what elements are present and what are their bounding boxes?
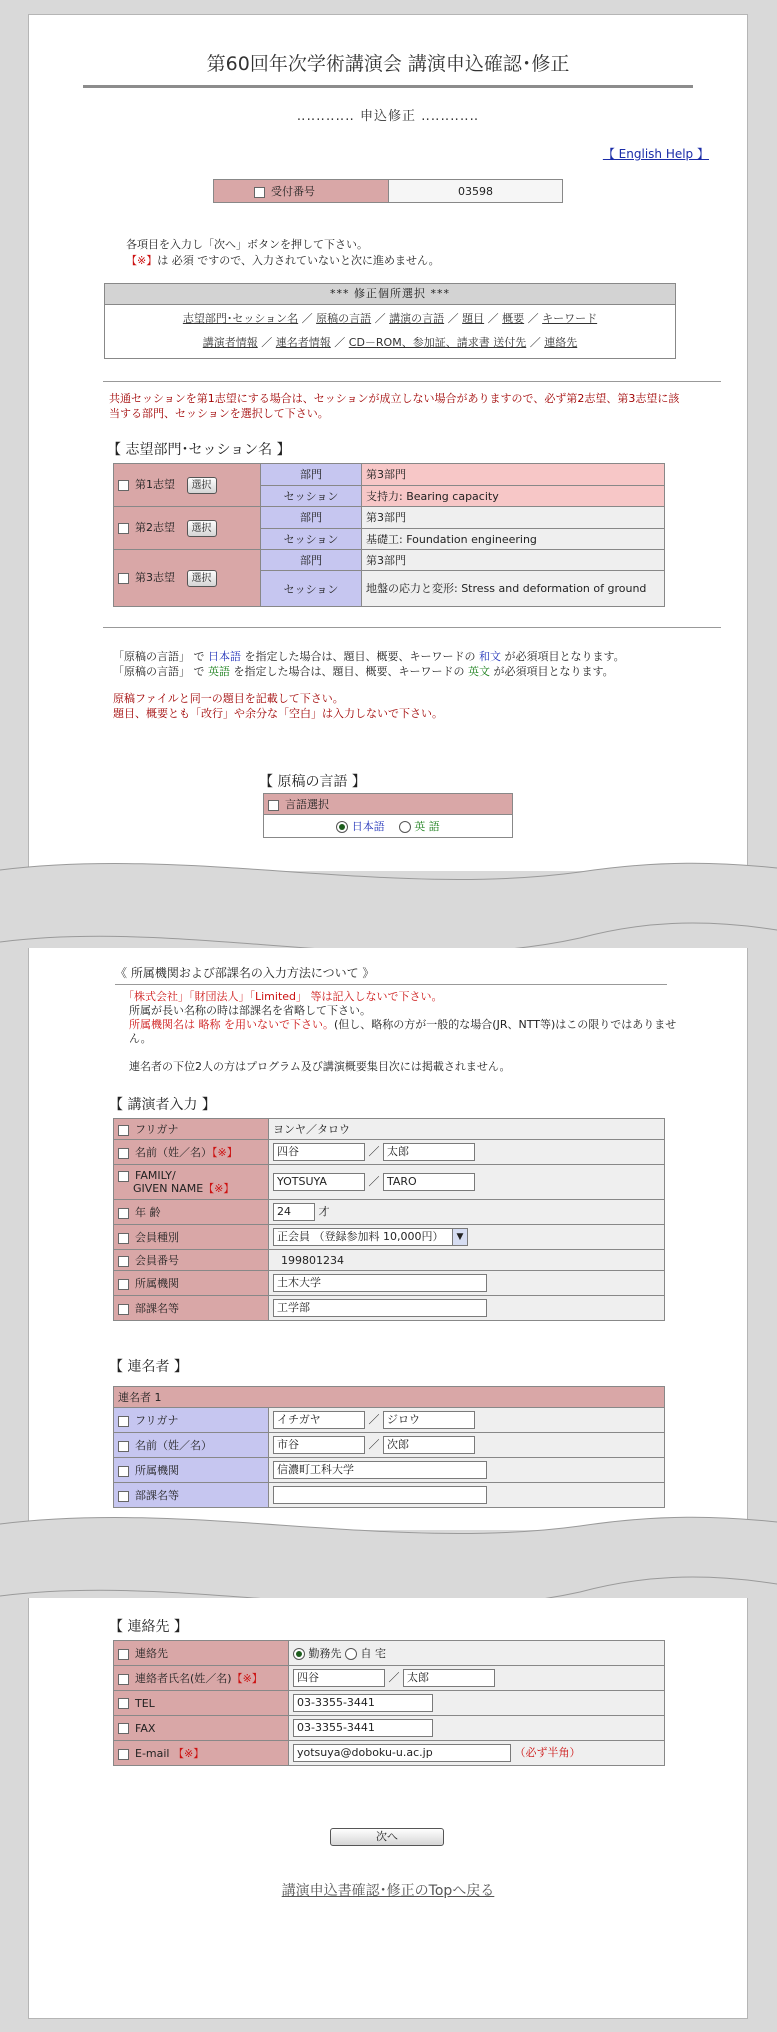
- contact-heading: 【 連絡先 】: [109, 1619, 188, 1635]
- link-keywords[interactable]: キーワード: [542, 312, 598, 325]
- choice2-cell: [114, 507, 261, 550]
- co-name-label: 名前（姓／名）: [135, 1439, 212, 1452]
- page-break-divider-1: [0, 846, 777, 956]
- co-name-label-cell: [114, 1433, 269, 1458]
- co-affil-cell: [269, 1458, 665, 1483]
- lang-warn-2: 題目、概要とも「改行」や余分な「空白」は入力しないで下さい。: [113, 707, 443, 720]
- co-first-name-input[interactable]: 次郎: [383, 1436, 475, 1454]
- coauthor-table: [113, 1386, 665, 1508]
- english-help-link[interactable]: 【 English Help 】: [602, 147, 709, 161]
- speaker-affil-input[interactable]: 土木大学: [273, 1274, 487, 1292]
- speaker-furigana-value: ヨンヤ／タロウ: [269, 1119, 665, 1140]
- speaker-dept-cell: [269, 1296, 665, 1321]
- speaker-affil-checkbox[interactable]: [118, 1279, 129, 1290]
- contact-fax-label-cell: [114, 1716, 289, 1741]
- lang-note-eibun: 英文: [468, 665, 490, 678]
- choice3-dept: 第3部門: [362, 550, 665, 571]
- contact-fax-checkbox[interactable]: [118, 1723, 129, 1734]
- radio-home-label: 自 宅: [360, 1647, 386, 1660]
- middle-panel: [28, 948, 748, 1530]
- link-abstract[interactable]: 概要: [502, 312, 525, 325]
- speaker-dept-checkbox[interactable]: [118, 1304, 129, 1315]
- speaker-membership-label: 会員種別: [135, 1231, 179, 1244]
- contact-name-checkbox[interactable]: [118, 1674, 129, 1685]
- speaker-family-input[interactable]: YOTSUYA: [273, 1173, 365, 1191]
- required-marker: 【※】: [126, 254, 158, 267]
- speaker-age-label: 年 齢: [135, 1206, 161, 1219]
- choice3-session-label: セッション: [261, 571, 362, 607]
- speaker-name-slash: ／: [368, 1145, 380, 1158]
- co-affil-label: 所属機関: [135, 1464, 179, 1477]
- contact-last-name-input[interactable]: 四谷: [293, 1669, 385, 1687]
- lang-note-japanese: 日本語: [208, 650, 241, 663]
- link-talk-lang[interactable]: 講演の言語: [389, 312, 445, 325]
- link-delivery[interactable]: CD－ROM、参加証、請求書 送付先: [348, 336, 527, 349]
- coauthor-heading: 【 連名者 】: [109, 1359, 188, 1375]
- speaker-family-checkbox[interactable]: [118, 1171, 129, 1182]
- link-contact[interactable]: 連絡先: [544, 336, 578, 349]
- choice3-session: 地盤の応力と変形: Stress and deformation of ground: [362, 571, 665, 607]
- lang-note-2a: 「原稿の言語」 で: [113, 665, 208, 678]
- speaker-member-no-checkbox[interactable]: [118, 1256, 129, 1267]
- radio-home[interactable]: [345, 1648, 357, 1660]
- speaker-furigana-label-cell: [114, 1119, 269, 1140]
- lang-note-1c: を指定した場合は、題目、概要、キーワードの: [241, 650, 479, 663]
- fix-select-links: 志望部門･セッション名 ／ 原稿の言語 ／ 講演の言語 ／ 題目 ／ 概要 ／ キーワード 講演者情報 ／ 連名者情報 ／ CD－ROM、参加証、請求書 送付先 ／ 連絡先: [182, 312, 598, 349]
- contact-tel-cell: [289, 1691, 665, 1716]
- co-furi-slash: ／: [368, 1413, 380, 1426]
- lang-options-cell: [264, 815, 513, 838]
- speaker-heading: 【 講演者入力 】: [109, 1097, 216, 1113]
- speaker-member-no: 199801234: [269, 1250, 665, 1271]
- speaker-last-name-input[interactable]: 四谷: [273, 1143, 365, 1161]
- choice2-dept: 第3部門: [362, 507, 665, 529]
- affil-help-body: [115, 990, 681, 1074]
- choice1-session: 支持力: Bearing capacity: [362, 485, 665, 507]
- contact-fax-input[interactable]: 03-3355-3441: [293, 1719, 433, 1737]
- choice3-select-button[interactable]: 選択: [187, 570, 217, 587]
- lang-note-2c: を指定した場合は、題目、概要、キーワードの: [230, 665, 468, 678]
- fix-select-header: *** 修正個所選択 ***: [105, 284, 675, 305]
- choice1-checkbox[interactable]: [118, 480, 129, 491]
- contact-email-required: 【※】: [173, 1747, 205, 1760]
- choice3-label: 第3志望: [135, 571, 175, 584]
- co-name-cell: [269, 1433, 665, 1458]
- lang-note-1e: が必須項目となります。: [501, 650, 625, 663]
- lang-note-wabun: 和文: [479, 650, 501, 663]
- contact-name-cell: [289, 1666, 665, 1691]
- contact-email-cell: [289, 1741, 665, 1766]
- choice1-cell: [114, 464, 261, 507]
- receipt-label: 受付番号: [271, 185, 315, 198]
- page-title: 第60回年次学術講演会 講演申込確認･修正: [206, 53, 570, 75]
- radio-japanese[interactable]: [336, 821, 348, 833]
- radio-english-label: 英 語: [414, 820, 440, 833]
- speaker-family-slash: ／: [368, 1175, 380, 1188]
- contact-tel-input[interactable]: 03-3355-3441: [293, 1694, 433, 1712]
- choice2-dept-label: 部門: [261, 507, 362, 529]
- contact-dest-label-cell: [114, 1641, 289, 1666]
- contact-tel-label: TEL: [135, 1696, 155, 1710]
- speaker-affil-cell: [269, 1271, 665, 1296]
- lang-note-1a: 「原稿の言語」 で: [113, 650, 208, 663]
- divider-2: [103, 627, 721, 628]
- bottom-panel: [28, 1598, 748, 2019]
- contact-fax-label: FAX: [135, 1721, 156, 1735]
- speaker-first-name-input[interactable]: 太郎: [383, 1143, 475, 1161]
- manuscript-lang-table: [263, 793, 513, 838]
- chevron-down-icon[interactable]: ▼: [452, 1229, 467, 1245]
- co-furigana-cell: [269, 1408, 665, 1433]
- affil-help-rule: [115, 984, 667, 985]
- co-affil-label-cell: [114, 1458, 269, 1483]
- manuscript-lang-heading: 【 原稿の言語 】: [259, 774, 366, 790]
- speaker-family-required: 【※】: [203, 1182, 235, 1195]
- co-last-name-input[interactable]: 市谷: [273, 1436, 365, 1454]
- lang-select-label: 言語選択: [285, 798, 329, 811]
- choice3-dept-label: 部門: [261, 550, 362, 571]
- choice1-label: 第1志望: [135, 478, 175, 491]
- contact-email-note: （必ず半角）: [514, 1746, 581, 1759]
- choice3-cell: [114, 550, 261, 607]
- co-furigana-checkbox[interactable]: [118, 1416, 129, 1427]
- fix-select-box: [104, 283, 676, 359]
- co-furigana-label-cell: [114, 1408, 269, 1433]
- speaker-affil-label-cell: [114, 1271, 269, 1296]
- receipt-table: [213, 179, 563, 203]
- speaker-given-label: GIVEN NAME: [133, 1182, 204, 1195]
- shared-session-note: 共通セッションを第1志望にする場合は、セッションが成立しない場合がありますので、必ず第2志望、第3志望に該当する部門、セッションを選択して下さい。: [109, 392, 680, 420]
- co-name-slash: ／: [368, 1438, 380, 1451]
- choice2-label: 第2志望: [135, 521, 175, 534]
- speaker-furigana-checkbox[interactable]: [118, 1125, 129, 1136]
- speaker-membership-value: 正会員 （登録参加料 10,000円）: [277, 1230, 444, 1243]
- radio-english[interactable]: [399, 821, 411, 833]
- speaker-age-checkbox[interactable]: [118, 1208, 129, 1219]
- link-session[interactable]: 志望部門･セッション名: [182, 312, 299, 325]
- speaker-age-label-cell: [114, 1200, 269, 1225]
- speaker-name-checkbox[interactable]: [118, 1148, 129, 1159]
- contact-email-checkbox[interactable]: [118, 1749, 129, 1760]
- choice2-session: 基礎工: Foundation engineering: [362, 528, 665, 550]
- choice2-checkbox[interactable]: [118, 523, 129, 534]
- intro-line1: 各項目を入力し「次へ」ボタンを押して下さい。: [126, 238, 368, 251]
- contact-name-required: 【※】: [231, 1672, 263, 1685]
- contact-tel-checkbox[interactable]: [118, 1698, 129, 1709]
- speaker-family-label: FAMILY/: [135, 1169, 176, 1182]
- radio-japanese-label: 日本語: [351, 820, 385, 833]
- speaker-membership-select[interactable]: [273, 1228, 468, 1246]
- lang-select-checkbox[interactable]: [268, 800, 279, 811]
- divider-1: [103, 381, 721, 382]
- choice3-checkbox[interactable]: [118, 573, 129, 584]
- receipt-label-cell: [214, 180, 389, 203]
- choice2-select-button[interactable]: 選択: [187, 520, 217, 537]
- speaker-membership-cell: [269, 1225, 665, 1250]
- intro-text: [126, 237, 440, 269]
- lang-select-label-cell: [264, 794, 513, 815]
- speaker-furigana-label: フリガナ: [135, 1123, 179, 1136]
- co-name-checkbox[interactable]: [118, 1441, 129, 1452]
- co-furigana-label: フリガナ: [135, 1414, 179, 1427]
- title-divider: [83, 85, 693, 88]
- speaker-age-cell: [269, 1200, 665, 1225]
- speaker-name-required: 【※】: [212, 1146, 238, 1159]
- link-title[interactable]: 題目: [462, 312, 485, 325]
- contact-email-input[interactable]: yotsuya@doboku-u.ac.jp: [293, 1744, 511, 1762]
- link-coauthor[interactable]: 連名者情報: [275, 336, 331, 349]
- speaker-member-no-label: 会員番号: [135, 1254, 179, 1267]
- speaker-member-no-label-cell: [114, 1250, 269, 1271]
- contact-name-slash: ／: [388, 1671, 400, 1684]
- lang-note-2e: が必須項目となります。: [490, 665, 614, 678]
- speaker-dept-input[interactable]: 工学部: [273, 1299, 487, 1317]
- speaker-family-cell: [269, 1165, 665, 1200]
- next-button[interactable]: 次へ: [330, 1828, 444, 1846]
- lang-warn-1: 原稿ファイルと同一の題目を記載して下さい。: [113, 692, 344, 705]
- speaker-dept-label: 部課名等: [135, 1302, 179, 1315]
- co-dept-label: 部課名等: [135, 1489, 179, 1502]
- page-subtitle: ‥‥‥‥‥‥ 申込修正 ‥‥‥‥‥‥: [296, 109, 480, 124]
- affil-help-heading: 《 所属機関および部課名の入力方法について 》: [115, 966, 375, 980]
- contact-name-label-cell: [114, 1666, 289, 1691]
- speaker-membership-checkbox[interactable]: [118, 1233, 129, 1244]
- contact-dest-cell: [289, 1641, 665, 1666]
- speaker-given-input[interactable]: TARO: [383, 1173, 475, 1191]
- speaker-name-cell: [269, 1140, 665, 1165]
- speaker-table: [113, 1118, 665, 1321]
- choice1-session-label: セッション: [261, 485, 362, 507]
- co-affil-checkbox[interactable]: [118, 1466, 129, 1477]
- co-furi-last-input[interactable]: イチガヤ: [273, 1411, 365, 1429]
- co-furi-first-input[interactable]: ジロウ: [383, 1411, 475, 1429]
- radio-work-label: 勤務先: [308, 1647, 342, 1660]
- contact-name-label: 連絡者氏名(姓／名): [135, 1672, 232, 1685]
- contact-tel-label-cell: [114, 1691, 289, 1716]
- affil-rule-4: 連名者の下位2人の方はプログラム及び講演概要集目次には掲載されません。: [129, 1060, 511, 1073]
- speaker-dept-label-cell: [114, 1296, 269, 1321]
- choice2-session-label: セッション: [261, 528, 362, 550]
- affil-rule-3b: (但し、略称の方が一般的な場合(JR、NTT等)はこの限りではありません。: [129, 1018, 677, 1045]
- sessions-heading: 【 志望部門･セッション名 】: [107, 442, 291, 458]
- contact-email-label-cell: [114, 1741, 289, 1766]
- intro-line2: は 必須 ですので、入力されていないと次に進めません。: [157, 254, 440, 267]
- receipt-number: 03598: [389, 180, 563, 203]
- top-panel: [28, 14, 748, 871]
- contact-email-label: E-mail: [135, 1747, 170, 1760]
- contact-first-name-input[interactable]: 太郎: [403, 1669, 495, 1687]
- affil-rule-1: 「株式会社」「財団法人」「Limited」 等は記入しないで下さい。: [123, 990, 443, 1003]
- choice1-dept-label: 部門: [261, 464, 362, 486]
- link-speaker[interactable]: 講演者情報: [202, 336, 258, 349]
- speaker-name-label-cell: [114, 1140, 269, 1165]
- sessions-table: [113, 463, 665, 607]
- affil-rule-3a: 所属機関名は 略称 を用いないで下さい。: [129, 1018, 334, 1031]
- speaker-age-unit: 才: [318, 1205, 330, 1218]
- choice1-dept: 第3部門: [362, 464, 665, 486]
- affil-rule-2: 所属が長い名称の時は部課名を省略して下さい。: [129, 1004, 371, 1017]
- co-affil-input[interactable]: 信濃町工科大学: [273, 1461, 487, 1479]
- speaker-membership-label-cell: [114, 1225, 269, 1250]
- coauthor-group-label: 連名者 1: [114, 1387, 665, 1408]
- contact-fax-cell: [289, 1716, 665, 1741]
- page-break-divider-2: [0, 1500, 777, 1610]
- receipt-checkbox[interactable]: [254, 187, 265, 198]
- speaker-name-label: 名前（姓／名）: [135, 1146, 212, 1159]
- back-to-top-link[interactable]: 講演申込書確認･修正のTopへ戻る: [281, 1883, 495, 1899]
- speaker-affil-label: 所属機関: [135, 1277, 179, 1290]
- contact-table: [113, 1640, 665, 1766]
- contact-dest-checkbox[interactable]: [118, 1649, 129, 1660]
- speaker-family-label-cell: [114, 1165, 269, 1200]
- speaker-age-input[interactable]: 24: [273, 1203, 315, 1221]
- link-manuscript-lang[interactable]: 原稿の言語: [316, 312, 372, 325]
- contact-dest-label: 連絡先: [135, 1647, 168, 1660]
- lang-note-english: 英語: [208, 665, 230, 678]
- choice1-select-button[interactable]: 選択: [187, 477, 217, 494]
- lang-note: [113, 649, 689, 721]
- radio-work[interactable]: [293, 1648, 305, 1660]
